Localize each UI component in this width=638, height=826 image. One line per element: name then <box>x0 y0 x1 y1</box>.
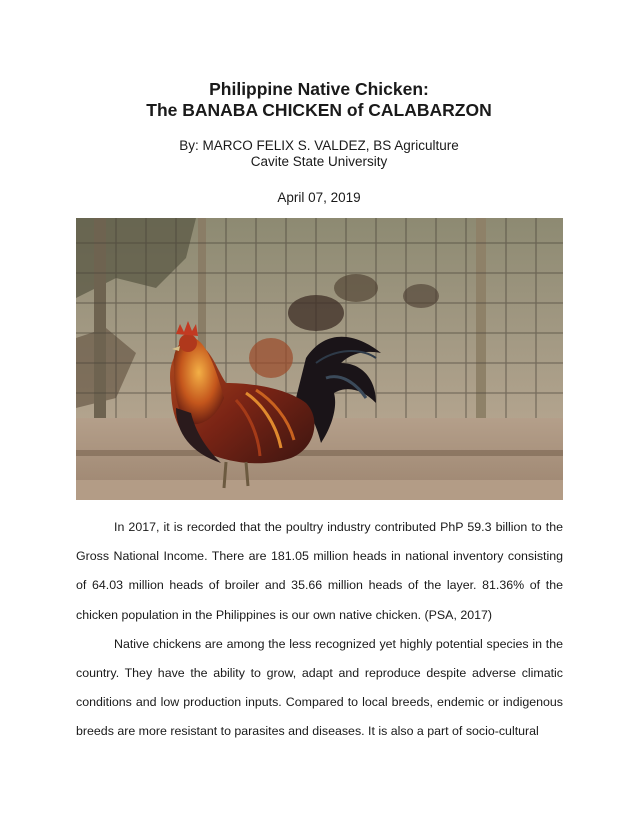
paragraph-2: Native chickens are among the less recognized yet highly potential species in the country. They have the ability to grow, adapt and reproduce despite adverse climatic conditions and low production inputs. Compared to local breeds, endemic or indigenous breeds are more resistant to parasites and diseases. It is also a part of socio-cultural <box>76 636 563 739</box>
author-line: By: MARCO FELIX S. VALDEZ, BS Agriculture <box>179 138 459 153</box>
title-line-2: The BANABA CHICKEN of CALABARZON <box>146 100 492 120</box>
rooster-illustration <box>76 218 563 500</box>
body-text <box>76 513 563 747</box>
paragraph-1: In 2017, it is recorded that the poultry industry contributed PhP 59.3 billion to the Gross National Income. There are 181.05 million heads in national inventory consisting of 64.03 million heads of broiler and 35.66 million heads of the layer. 81.36% of the chicken population in the Philippines is our own native chicken. (PSA, 2017) <box>76 520 563 622</box>
rooster-photo <box>76 218 563 500</box>
institution-line: Cavite State University <box>250 154 388 169</box>
title-line-1: Philippine Native Chicken: <box>209 79 429 99</box>
date-line: April 07, 2019 <box>277 190 361 205</box>
